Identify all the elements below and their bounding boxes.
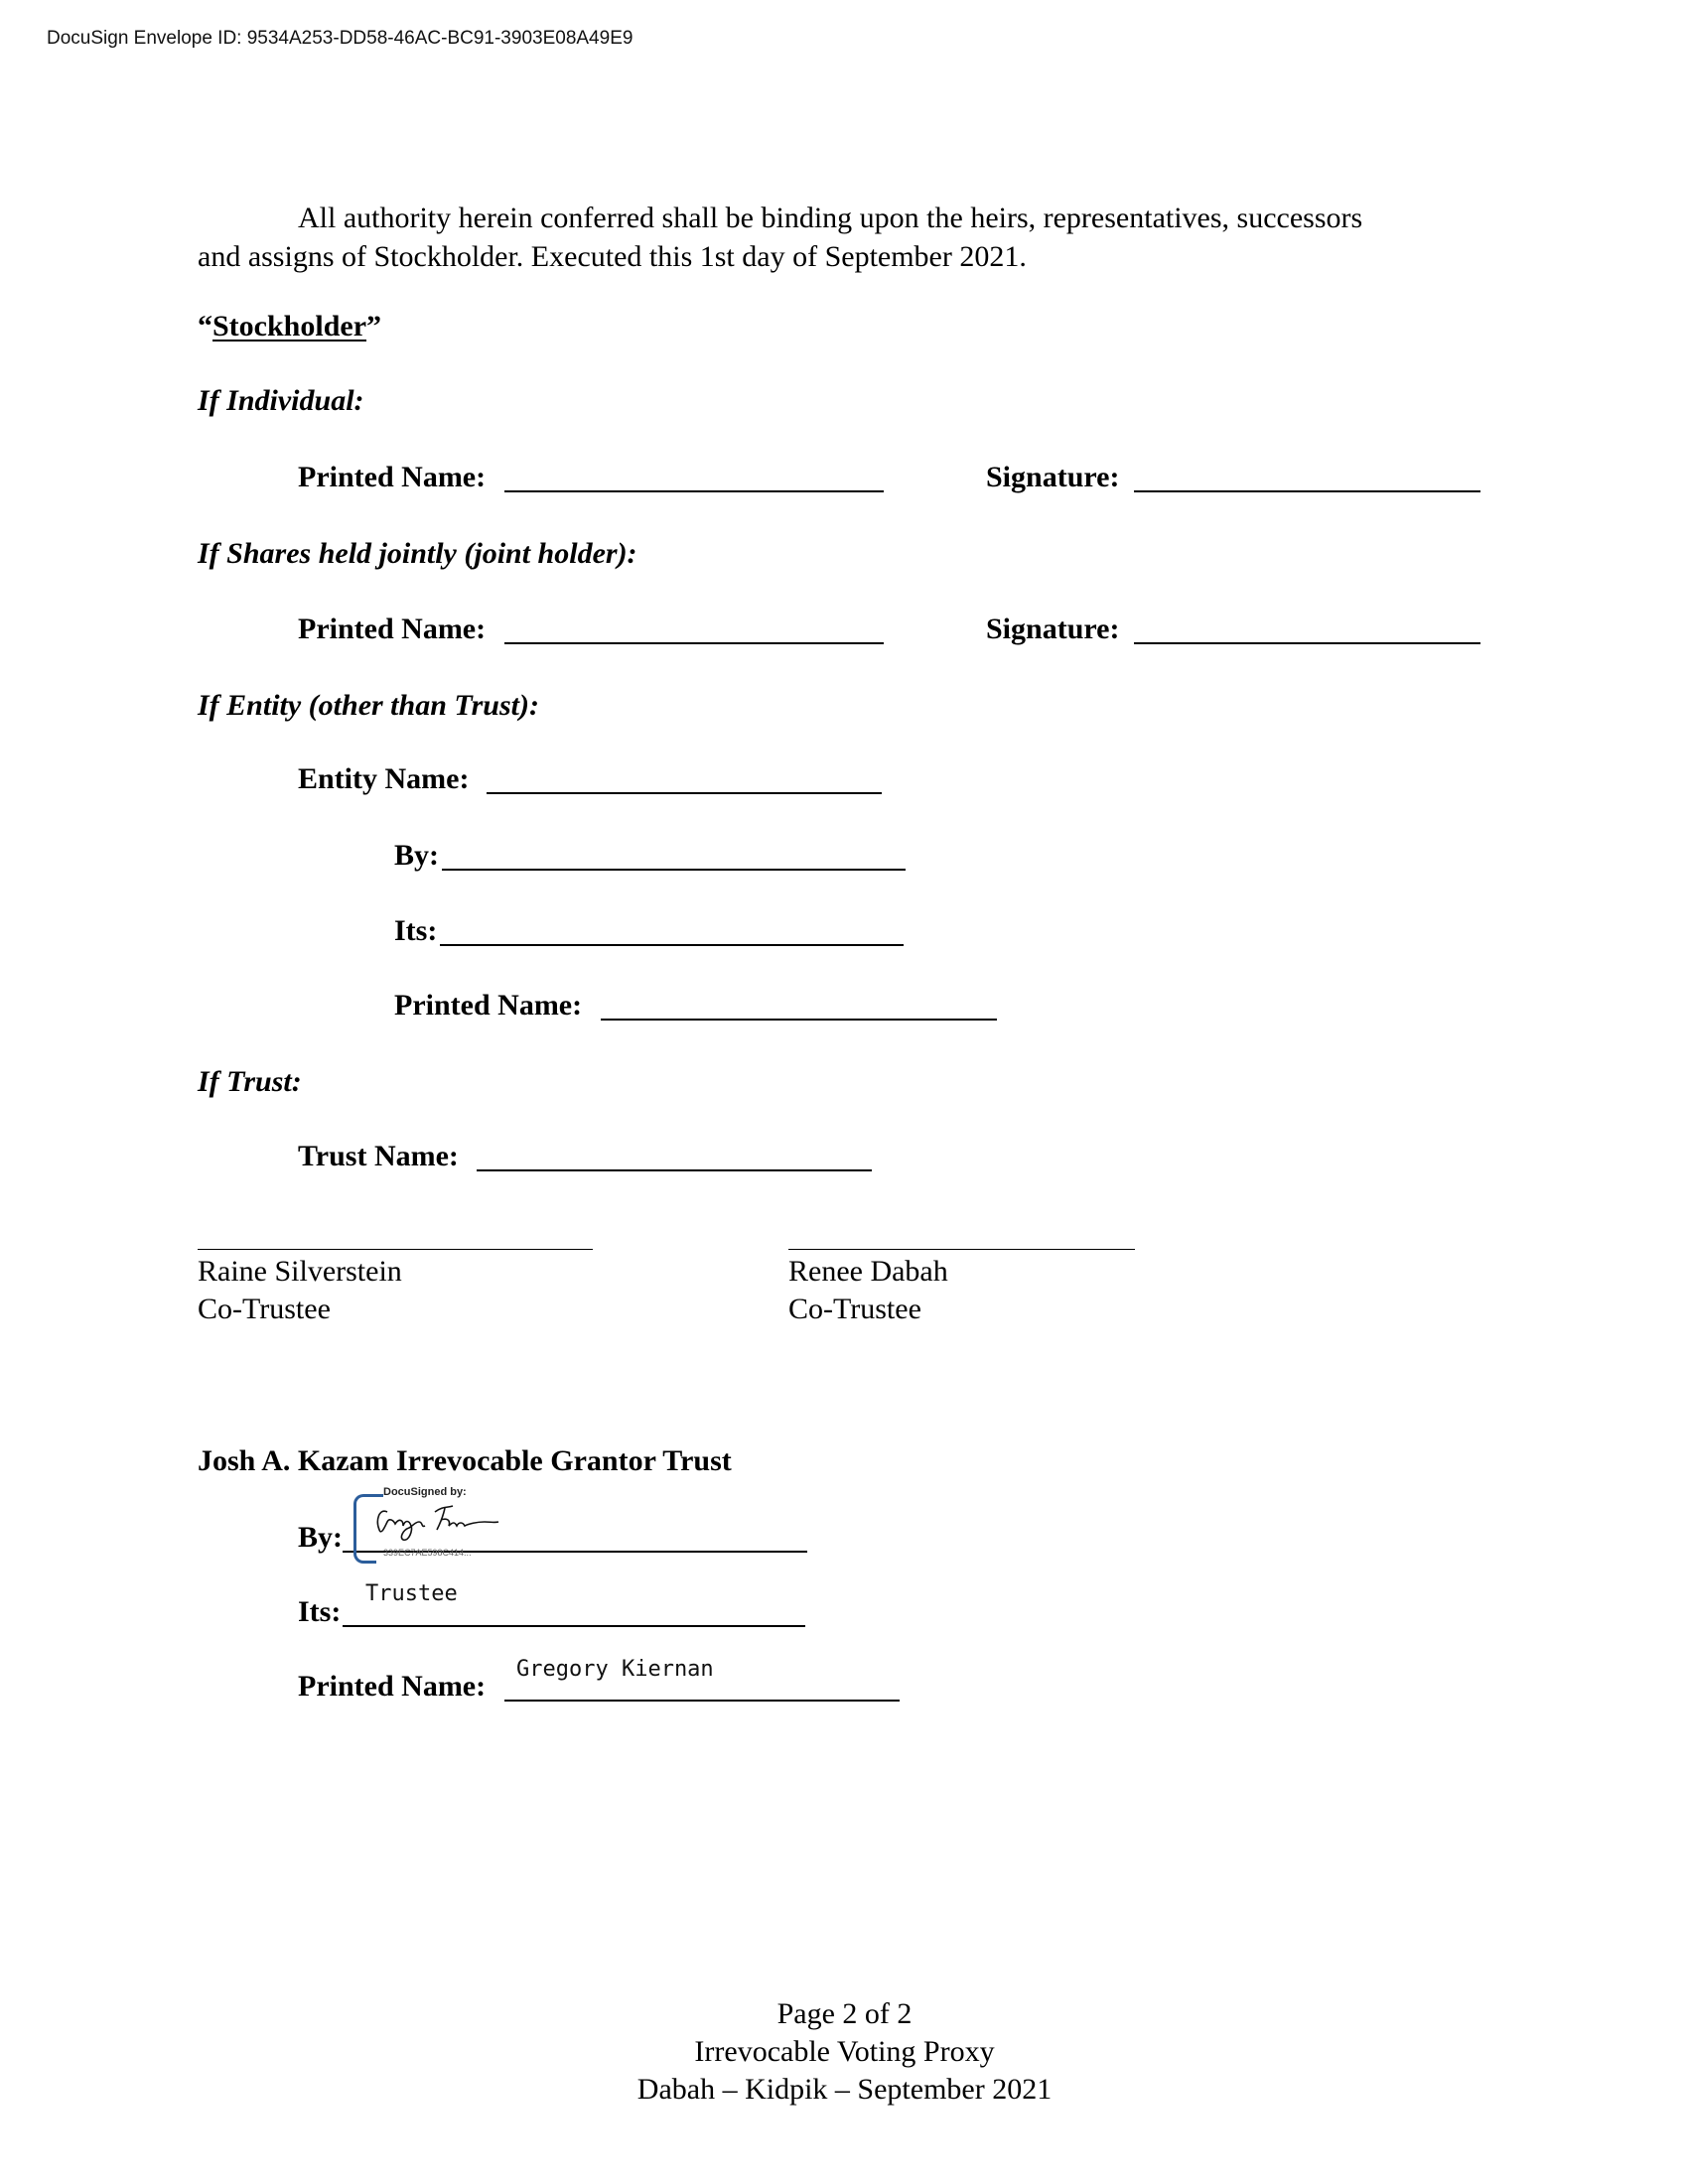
entity-its-label: Its: — [394, 914, 438, 947]
entity-printed-name-label: Printed Name: — [394, 989, 583, 1022]
footer-page-number: Page 2 of 2 — [776, 1997, 913, 2030]
co-trustee-1-name: Raine Silverstein — [198, 1255, 402, 1288]
footer-reference: Dabah – Kidpik – September 2021 — [636, 2073, 1053, 2106]
joint-signature-label: Signature: — [986, 613, 1120, 645]
grantor-its-value: Trustee — [365, 1581, 458, 1606]
docusign-signature-stamp — [353, 1486, 522, 1562]
co-trustee-2-signature-line[interactable] — [788, 1249, 1135, 1250]
close-quote: ” — [366, 310, 382, 342]
envelope-id-header: DocuSign Envelope ID: 9534A253-DD58-46AC-BC91-3903E08A49E9 — [47, 28, 633, 49]
entity-by-label: By: — [394, 839, 439, 872]
docusigned-by-caption: DocuSigned by: — [383, 1486, 467, 1498]
individual-heading: If Individual: — [198, 384, 364, 417]
joint-heading: If Shares held jointly (joint holder): — [198, 537, 637, 570]
individual-printed-name-field[interactable] — [504, 490, 884, 492]
grantor-its-field[interactable] — [343, 1625, 805, 1627]
stockholder-label: Stockholder — [212, 310, 367, 342]
entity-its-field[interactable] — [440, 944, 904, 946]
grantor-its-label: Its: — [298, 1595, 342, 1628]
grantor-trust-title: Josh A. Kazam Irrevocable Grantor Trust — [198, 1444, 732, 1477]
stamp-frame-top — [369, 1494, 383, 1497]
handwritten-signature — [373, 1498, 522, 1548]
open-quote: “ — [198, 310, 212, 342]
trust-name-field[interactable] — [477, 1169, 872, 1171]
grantor-printed-name-field[interactable] — [504, 1700, 900, 1702]
footer-document-title: Irrevocable Voting Proxy — [694, 2035, 995, 2068]
entity-printed-name-field[interactable] — [601, 1019, 997, 1021]
paragraph-line-1: All authority herein conferred shall be binding upon the heirs, representatives, successors — [298, 202, 1363, 234]
stockholder-heading — [198, 312, 381, 341]
individual-signature-label: Signature: — [986, 461, 1120, 493]
entity-name-field[interactable] — [487, 792, 882, 794]
entity-by-field[interactable] — [442, 869, 906, 871]
co-trustee-2-title: Co-Trustee — [788, 1293, 921, 1325]
individual-signature-field[interactable] — [1134, 490, 1480, 492]
individual-printed-name-label: Printed Name: — [298, 461, 487, 493]
grantor-printed-name-label: Printed Name: — [298, 1670, 487, 1703]
docusign-signer-id: 339EC7AE598C414... — [383, 1548, 472, 1558]
grantor-by-label: By: — [298, 1521, 343, 1554]
page-footer — [0, 1995, 1689, 2109]
trust-heading: If Trust: — [198, 1065, 302, 1098]
paragraph-line-2: and assigns of Stockholder. Executed this 1st day of September 2021. — [198, 240, 1027, 273]
trust-name-label: Trust Name: — [298, 1140, 459, 1172]
entity-name-label: Entity Name: — [298, 762, 470, 795]
joint-printed-name-field[interactable] — [504, 642, 884, 644]
joint-signature-field[interactable] — [1134, 642, 1480, 644]
co-trustee-2-name: Renee Dabah — [788, 1255, 948, 1288]
co-trustee-1-signature-line[interactable] — [198, 1249, 593, 1250]
joint-printed-name-label: Printed Name: — [298, 613, 487, 645]
grantor-printed-name-value: Gregory Kiernan — [516, 1657, 714, 1682]
co-trustee-1-title: Co-Trustee — [198, 1293, 331, 1325]
entity-heading: If Entity (other than Trust): — [198, 689, 539, 722]
